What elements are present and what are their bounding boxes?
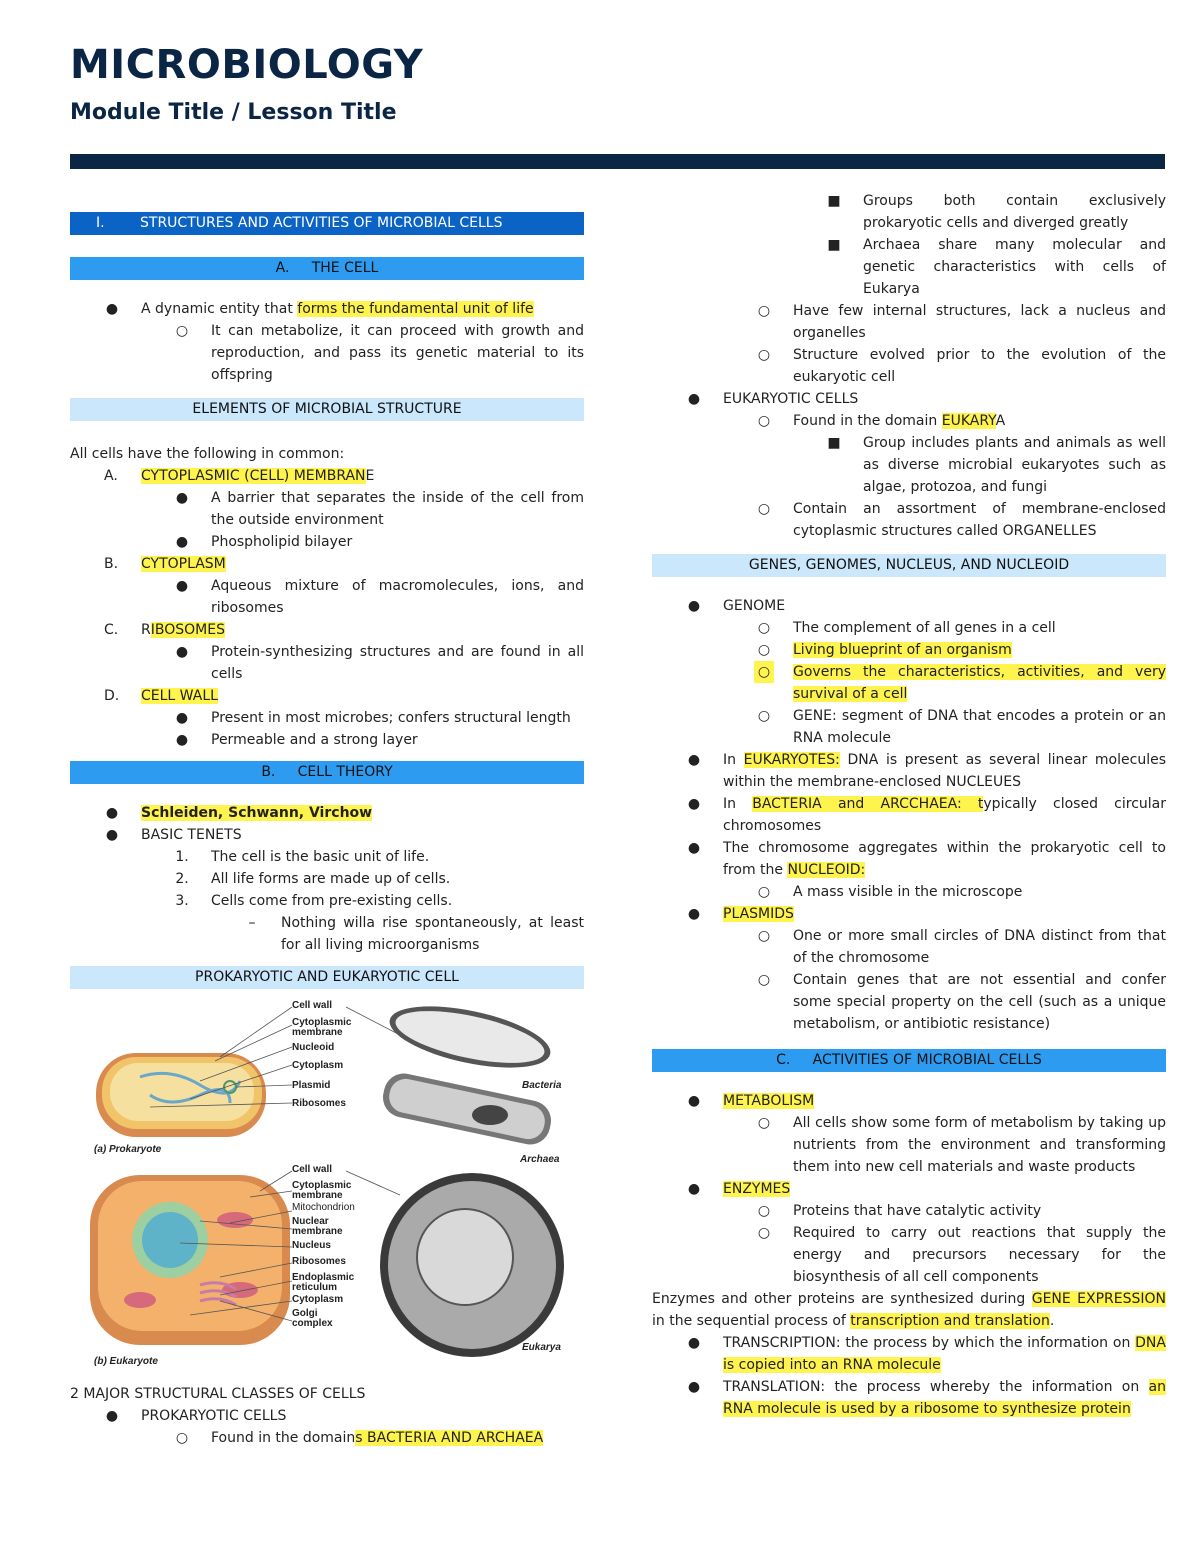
list-item: ● PLASMIDS — [652, 903, 1166, 925]
label-cytoplasmic-membrane: Cytoplasmic membrane — [292, 1017, 352, 1038]
bullet-icon: ● — [175, 644, 189, 660]
square-bullet-icon: ■ — [827, 237, 841, 253]
caption-archaea: Archaea — [520, 1154, 560, 1165]
list-item: ● GENOME — [652, 595, 1166, 617]
list-item: D. CELL WALL — [104, 688, 218, 704]
bullet-icon: ● — [687, 796, 701, 812]
list-item: ● A dynamic entity that forms the fundamental unit of life — [70, 298, 584, 320]
list-item: ● Phospholipid bilayer — [70, 531, 584, 553]
label-ribosomes: Ribosomes — [292, 1256, 346, 1267]
list-item: ● Permeable and a strong layer — [70, 729, 584, 751]
list-item: 1. The cell is the basic unit of life. — [175, 849, 430, 865]
bullet-icon: ● — [687, 752, 701, 768]
list-item: ○ Found in the domain EUKARYA — [652, 410, 1166, 432]
right-column — [652, 190, 1166, 1420]
circle-bullet-icon: ○ — [175, 1430, 189, 1446]
circle-bullet-icon: ○ — [754, 661, 774, 683]
list-item: ■ Group includes plants and animals as well as diverse microbial eukaryotes such as algae, protozoa, and fungi — [652, 432, 1166, 498]
eukaryote-cell-drawing — [90, 1175, 290, 1345]
bullet-icon: ● — [687, 906, 701, 922]
circle-bullet-icon: ○ — [757, 303, 771, 319]
section-heading-prok-euk: PROKARYOTIC AND EUKARYOTIC CELL — [70, 966, 584, 989]
square-bullet-icon: ■ — [827, 435, 841, 451]
bullet-icon: ● — [687, 1093, 701, 1109]
list-item: ■ Archaea share many molecular and genetic characteristics with cells of Eukarya — [652, 234, 1166, 300]
list-item: ● BASIC TENETS — [70, 824, 584, 846]
left-column — [70, 190, 584, 1449]
label-cell-wall: Cell wall — [292, 1000, 333, 1011]
bullet-icon: ● — [175, 534, 189, 550]
label-cytoplasmic-membrane: Cytoplasmic membrane — [292, 1180, 352, 1201]
section-heading-the-cell: A. THE CELL — [70, 257, 584, 280]
list-item: B. CYTOPLASM — [104, 556, 226, 572]
list-item: ● METABOLISM — [652, 1090, 1166, 1112]
list-item: ○ Contain genes that are not essential and confer some special property on the cell (such as a unique metabolism, or antibiotic resistance) — [652, 969, 1166, 1035]
list-item: 2. All life forms are made up of cells. — [175, 871, 451, 887]
list-item: ○ Have few internal structures, lack a nucleus and organelles — [652, 300, 1166, 344]
circle-bullet-icon: ○ — [757, 501, 771, 517]
list-item: ● TRANSLATION: the process whereby the information on an RNA molecule is used by a ribosome to synthesize protein — [652, 1376, 1166, 1420]
bullet-icon: ● — [175, 578, 189, 594]
circle-bullet-icon: ○ — [757, 642, 771, 658]
bullet-icon: ● — [175, 710, 189, 726]
label-cytoplasm: Cytoplasm — [292, 1294, 344, 1305]
caption-prokaryote: (a) Prokaryote — [94, 1144, 162, 1155]
list-item: ○ Required to carry out reactions that supply the energy and precursors necessary for the biosynthesis of all cell components — [652, 1222, 1166, 1288]
section-heading-cell-theory: B. CELL THEORY — [70, 761, 584, 784]
caption-bacteria: Bacteria — [522, 1080, 562, 1091]
caption-eukarya: Eukarya — [522, 1342, 561, 1353]
bullet-icon: ● — [105, 1408, 119, 1424]
paragraph: 2 MAJOR STRUCTURAL CLASSES OF CELLS — [70, 1386, 366, 1402]
document-subtitle: Module Title / Lesson Title — [70, 100, 397, 125]
list-item: ○ One or more small circles of DNA distinct from that of the chromosome — [652, 925, 1166, 969]
list-item: ○ Found in the domains BACTERIA AND ARCHAEA — [70, 1427, 584, 1449]
list-item: ● Present in most microbes; confers structural length — [70, 707, 584, 729]
label-endoplasmic-reticulum: Endoplasmic reticulum — [292, 1272, 355, 1293]
list-item: ○ Living blueprint of an organism — [652, 639, 1166, 661]
bullet-icon: ● — [687, 1335, 701, 1351]
list-item: ● The chromosome aggregates within the prokaryotic cell to from the NUCLEOID: — [652, 837, 1166, 881]
list-item: ○ The complement of all genes in a cell — [652, 617, 1166, 639]
list-item: ● A barrier that separates the inside of the cell from the outside environment — [70, 487, 584, 531]
circle-bullet-icon: ○ — [757, 972, 771, 988]
list-item: ○ GENE: segment of DNA that encodes a protein or an RNA molecule — [652, 705, 1166, 749]
list-item: C. RIBOSOMES — [104, 622, 225, 638]
cell-diagram-figure — [70, 995, 582, 1383]
bullet-icon: ● — [105, 301, 119, 317]
circle-bullet-icon: ○ — [757, 347, 771, 363]
bullet-icon: ● — [105, 827, 119, 843]
bullet-icon: ● — [105, 805, 119, 821]
circle-bullet-icon: ○ — [757, 413, 771, 429]
bacteria-micrograph — [384, 995, 555, 1079]
label-plasmid: Plasmid — [292, 1080, 331, 1091]
list-item: ● In BACTERIA and ARCCHAEA: typically closed circular chromosomes — [652, 793, 1166, 837]
bullet-icon: ● — [175, 490, 189, 506]
circle-bullet-icon: ○ — [757, 1115, 771, 1131]
bullet-icon: ● — [687, 1181, 701, 1197]
section-heading-structures: I. STRUCTURES AND ACTIVITIES OF MICROBIAL CELLS — [70, 212, 584, 235]
bullet-icon: ● — [687, 598, 701, 614]
header-rule — [70, 154, 1165, 169]
label-ribosomes: Ribosomes — [292, 1098, 346, 1109]
label-golgi-complex: Golgi complex — [292, 1308, 333, 1329]
paragraph: All cells have the following in common: — [70, 446, 345, 462]
list-item: ○ Structure evolved prior to the evolution of the eukaryotic cell — [652, 344, 1166, 388]
circle-bullet-icon: ○ — [757, 884, 771, 900]
list-item: ○ Governs the characteristics, activities, and very survival of a cell — [652, 661, 1166, 705]
document-title: MICROBIOLOGY — [70, 42, 424, 88]
section-heading-genes: GENES, GENOMES, NUCLEUS, AND NUCLEOID — [652, 554, 1166, 577]
section-heading-elements: ELEMENTS OF MICROBIAL STRUCTURE — [70, 398, 584, 421]
label-cell-wall: Cell wall — [292, 1164, 333, 1175]
label-nucleus: Nucleus — [292, 1240, 331, 1251]
label-nucleoid: Nucleoid — [292, 1042, 335, 1053]
list-item: ● Protein-synthesizing structures and are found in all cells — [70, 641, 584, 685]
circle-bullet-icon: ○ — [757, 1203, 771, 1219]
circle-bullet-icon: ○ — [757, 620, 771, 636]
circle-bullet-icon: ○ — [757, 1225, 771, 1241]
list-item: ● EUKARYOTIC CELLS — [652, 388, 1166, 410]
circle-bullet-icon: ○ — [757, 928, 771, 944]
bullet-icon: ● — [175, 732, 189, 748]
bullet-icon: ● — [687, 1379, 701, 1395]
eukarya-micrograph — [380, 1173, 564, 1357]
list-item: ● Aqueous mixture of macromolecules, ions, and ribosomes — [70, 575, 584, 619]
prokaryote-cell-drawing — [96, 1053, 266, 1137]
list-item: A. CYTOPLASMIC (CELL) MEMBRANE — [104, 468, 375, 484]
list-item: ○ Proteins that have catalytic activity — [652, 1200, 1166, 1222]
circle-bullet-icon: ○ — [757, 708, 771, 724]
bullet-icon: ● — [687, 840, 701, 856]
list-item: ○ It can metabolize, it can proceed with growth and reproduction, and pass its genetic material to its offspring — [70, 320, 584, 386]
list-item: 3. Cells come from pre-existing cells. — [175, 893, 453, 909]
list-item: ● PROKARYOTIC CELLS — [70, 1405, 584, 1427]
list-item: ● TRANSCRIPTION: the process by which the information on DNA is copied into an RNA molecule — [652, 1332, 1166, 1376]
bullet-icon: ● — [687, 391, 701, 407]
list-item: ○ Contain an assortment of membrane-enclosed cytoplasmic structures called ORGANELLES — [652, 498, 1166, 542]
label-mitochondrion: Mitochondrion — [292, 1202, 355, 1213]
label-nuclear-membrane: Nuclear membrane — [292, 1216, 343, 1237]
square-bullet-icon: ■ — [827, 193, 841, 209]
list-item: ● In EUKARYOTES: DNA is present as several linear molecules within the membrane-enclosed NUCLEUES — [652, 749, 1166, 793]
caption-eukaryote: (b) Eukaryote — [94, 1356, 158, 1367]
list-item: ○ All cells show some form of metabolism by taking up nutrients from the environment and transforming them into new cell materials and waste products — [652, 1112, 1166, 1178]
label-cytoplasm: Cytoplasm — [292, 1060, 344, 1071]
list-item: ■ Groups both contain exclusively prokaryotic cells and diverged greatly — [652, 190, 1166, 234]
paragraph: Enzymes and other proteins are synthesized during GENE EXPRESSION in the sequential process of transcription and translation. — [652, 1291, 1167, 1329]
list-item: ● Schleiden, Schwann, Virchow — [70, 802, 584, 824]
section-heading-activities: C. ACTIVITIES OF MICROBIAL CELLS — [652, 1049, 1166, 1072]
list-item: ● ENZYMES — [652, 1178, 1166, 1200]
list-item: – Nothing willa rise spontaneously, at least for all living microorganisms — [248, 915, 584, 953]
list-item: ○ A mass visible in the microscope — [652, 881, 1166, 903]
circle-bullet-icon: ○ — [175, 323, 189, 339]
